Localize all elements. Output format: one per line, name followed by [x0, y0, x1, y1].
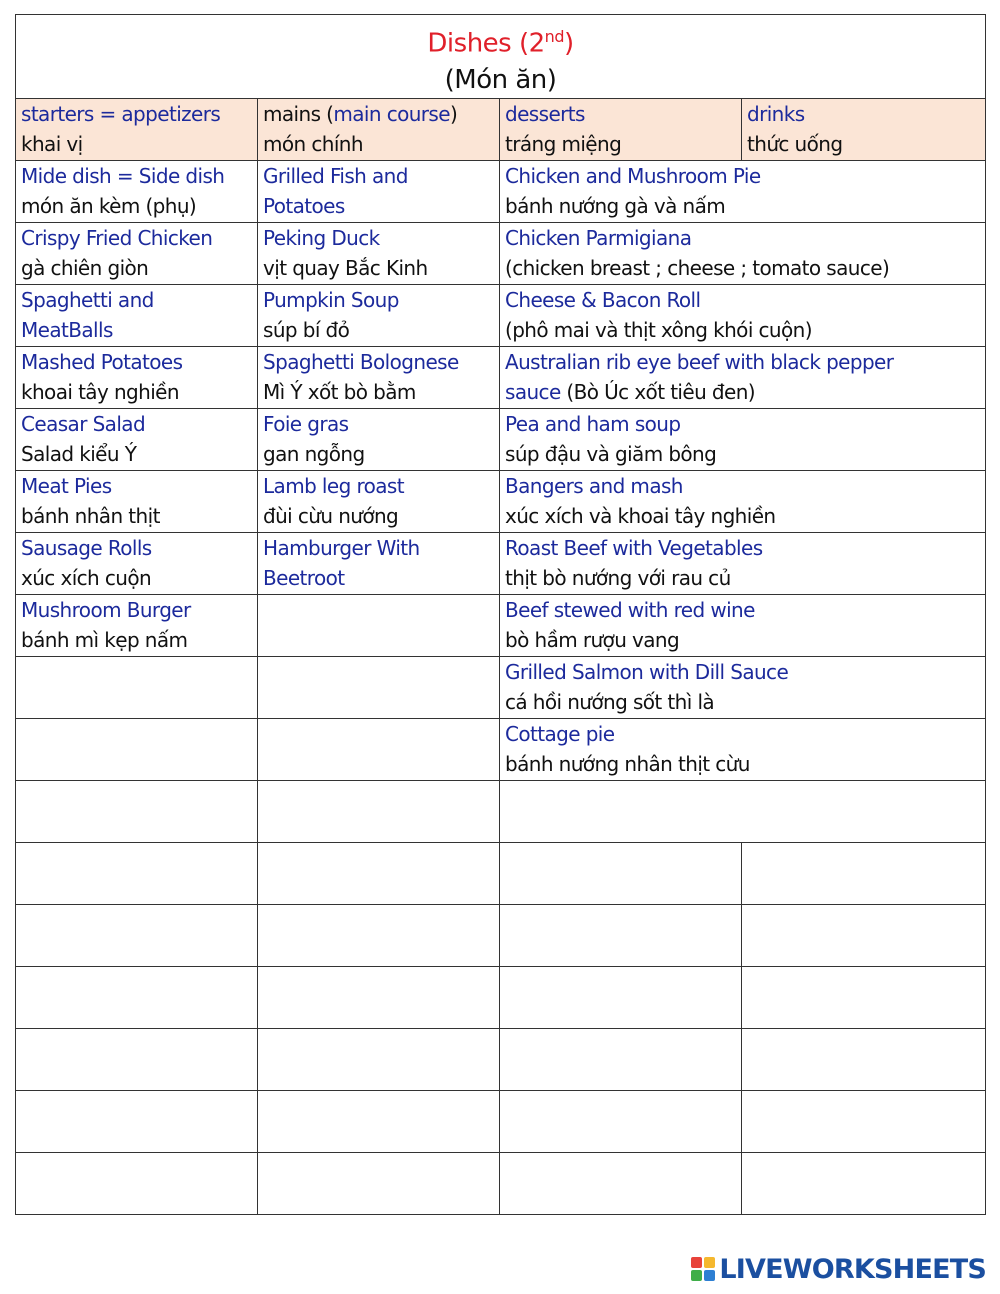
empty-cell — [258, 656, 500, 718]
starter-cell: Spaghetti and MeatBalls — [16, 284, 258, 346]
table-row — [16, 966, 986, 1028]
empty-cell — [16, 1028, 258, 1090]
dish-cell-wide: Grilled Salmon with Dill Sauce cá hồi nướng sốt thì là — [500, 656, 986, 718]
table-row — [16, 408, 986, 470]
empty-cell — [258, 1028, 500, 1090]
page-subtitle: (Món ăn) — [444, 64, 557, 95]
main-cell: Pumpkin Soup súp bí đỏ — [258, 284, 500, 346]
empty-cell — [742, 1090, 986, 1152]
empty-cell — [742, 966, 986, 1028]
dish-cell-wide: Cottage pie bánh nướng nhân thịt cừu — [500, 718, 986, 780]
empty-cell — [16, 904, 258, 966]
table-row — [16, 1028, 986, 1090]
empty-cell — [500, 1028, 742, 1090]
title-cell — [16, 15, 986, 99]
table-row — [16, 718, 986, 780]
empty-cell — [258, 718, 500, 780]
liveworksheets-logo[interactable] — [691, 1252, 986, 1286]
table-row — [16, 842, 986, 904]
header-drinks: drinks thức uống — [742, 98, 986, 160]
header-desserts: desserts tráng miệng — [500, 98, 742, 160]
table-row — [16, 346, 986, 408]
logo-text: LIVEWORKSHEETS — [719, 1253, 986, 1285]
empty-cell — [258, 966, 500, 1028]
empty-cell — [500, 842, 742, 904]
starter-cell: Sausage Rolls xúc xích cuộn — [16, 532, 258, 594]
dish-cell-wide: Chicken and Mushroom Pie bánh nướng gà và nấm — [500, 160, 986, 222]
starter-cell: Ceasar Salad Salad kiểu Ý — [16, 408, 258, 470]
dish-cell-wide: Chicken Parmigiana (chicken breast ; cheese ; tomato sauce) — [500, 222, 986, 284]
empty-cell — [258, 1152, 500, 1214]
starter-cell: Mushroom Burger bánh mì kẹp nấm — [16, 594, 258, 656]
empty-cell — [500, 1152, 742, 1214]
dish-cell-wide: Cheese & Bacon Roll (phô mai và thịt xông khói cuộn) — [500, 284, 986, 346]
dish-cell-wide: Beef stewed with red wine bò hầm rượu vang — [500, 594, 986, 656]
starter-cell: Mide dish = Side dish món ăn kèm (phụ) — [16, 160, 258, 222]
empty-cell — [258, 1090, 500, 1152]
dish-cell-wide: Roast Beef with Vegetables thịt bò nướng với rau củ — [500, 532, 986, 594]
empty-cell — [16, 1090, 258, 1152]
main-cell: Grilled Fish and Potatoes — [258, 160, 500, 222]
empty-cell — [742, 1152, 986, 1214]
empty-cell — [742, 904, 986, 966]
empty-cell-wide — [500, 780, 986, 842]
liveworksheets-logo-icon — [691, 1257, 715, 1281]
table-row — [16, 284, 986, 346]
main-cell: Hamburger With Beetroot — [258, 532, 500, 594]
table-row — [16, 470, 986, 532]
starter-cell: Meat Pies bánh nhân thịt — [16, 470, 258, 532]
empty-cell — [500, 904, 742, 966]
dish-cell-wide: Australian rib eye beef with black pepper sauce (Bò Úc xốt tiêu đen) — [500, 346, 986, 408]
dish-cell-wide: Pea and ham soup súp đậu và giăm bông — [500, 408, 986, 470]
empty-cell — [742, 842, 986, 904]
dish-cell-wide: Bangers and mash xúc xích và khoai tây nghiền — [500, 470, 986, 532]
header-mains: mains (main course) món chính — [258, 98, 500, 160]
main-cell: Spaghetti Bolognese Mì Ý xốt bò bằm — [258, 346, 500, 408]
header-starters: starters = appetizers khai vị — [16, 98, 258, 160]
table-row — [16, 780, 986, 842]
table-row — [16, 160, 986, 222]
empty-cell — [500, 1090, 742, 1152]
empty-cell — [258, 904, 500, 966]
main-cell: Lamb leg roast đùi cừu nướng — [258, 470, 500, 532]
empty-cell — [16, 1152, 258, 1214]
main-cell: Peking Duck vịt quay Bắc Kinh — [258, 222, 500, 284]
empty-cell — [500, 966, 742, 1028]
table-row — [16, 656, 986, 718]
page-title: Dishes (2nd) — [427, 27, 574, 59]
starter-cell: Mashed Potatoes khoai tây nghiền — [16, 346, 258, 408]
table-row — [16, 594, 986, 656]
empty-cell — [16, 656, 258, 718]
main-cell: Foie gras gan ngỗng — [258, 408, 500, 470]
starter-cell: Crispy Fried Chicken gà chiên giòn — [16, 222, 258, 284]
empty-cell — [16, 718, 258, 780]
empty-cell — [742, 1028, 986, 1090]
table-row — [16, 1090, 986, 1152]
table-row — [16, 532, 986, 594]
empty-cell — [16, 842, 258, 904]
dishes-table — [15, 14, 986, 1215]
table-row — [16, 904, 986, 966]
empty-cell — [16, 966, 258, 1028]
empty-cell — [16, 780, 258, 842]
table-row — [16, 222, 986, 284]
empty-cell — [258, 780, 500, 842]
empty-cell — [258, 842, 500, 904]
table-row — [16, 1152, 986, 1214]
main-cell-empty — [258, 594, 500, 656]
